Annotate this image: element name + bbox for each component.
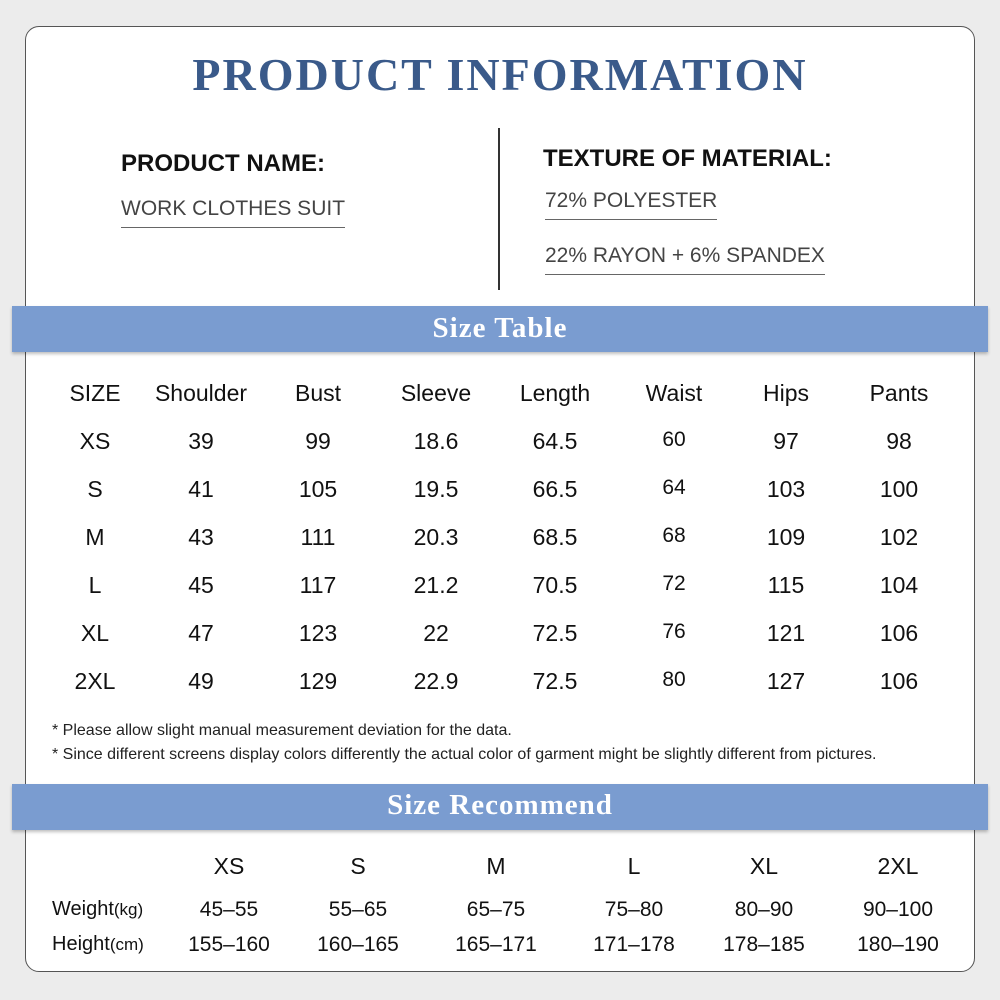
table-header: Bust <box>294 380 342 406</box>
recommend-height-cell: 160–165 <box>317 933 399 956</box>
table-header: Sleeve <box>400 380 472 406</box>
recommend-weight-cell: 75–80 <box>604 898 664 921</box>
table-cell: 64.5 <box>532 428 578 454</box>
recommend-height-cell: 180–190 <box>857 933 939 956</box>
table-cell: 80 <box>662 668 686 691</box>
table-cell: 98 <box>886 428 912 454</box>
table-header: Waist <box>645 380 703 406</box>
recommend-height-cell: 155–160 <box>188 933 270 956</box>
section-divider <box>498 128 500 290</box>
page-title: PRODUCT INFORMATION <box>192 49 808 100</box>
size-table-title: Size Table <box>432 312 568 344</box>
table-header: SIZE <box>69 380 121 406</box>
recommend-size-header: M <box>486 853 506 879</box>
recommend-weight-cell: 80–90 <box>734 898 794 921</box>
table-row-size: 2XL <box>74 668 116 694</box>
weight-label-text: Weight <box>52 898 114 920</box>
size-recommend-title: Size Recommend <box>387 789 613 821</box>
table-cell: 97 <box>773 428 799 454</box>
material-item: 22% RAYON + 6% SPANDEX <box>545 244 825 275</box>
recommend-height-cell: 171–178 <box>593 933 675 956</box>
height-label <box>52 933 144 956</box>
recommend-size-header: 2XL <box>877 853 919 879</box>
material-item: 72% POLYESTER <box>545 189 717 220</box>
table-cell: 49 <box>188 668 214 694</box>
table-cell: 60 <box>662 428 686 451</box>
table-cell: 64 <box>662 476 686 499</box>
table-cell: 18.6 <box>413 428 459 454</box>
table-cell: 68.5 <box>532 524 578 550</box>
table-cell: 129 <box>298 668 338 694</box>
table-header: Pants <box>869 380 929 406</box>
table-cell: 72.5 <box>532 620 578 646</box>
table-row-size: M <box>85 524 105 550</box>
height-unit: (cm) <box>109 935 144 954</box>
table-cell: 22 <box>423 620 449 646</box>
recommend-size-header: XS <box>213 853 245 879</box>
table-cell: 105 <box>298 476 338 502</box>
table-cell: 102 <box>879 524 919 550</box>
table-cell: 22.9 <box>413 668 459 694</box>
weight-label <box>52 898 143 921</box>
table-cell: 47 <box>188 620 214 646</box>
material-heading: TEXTURE OF MATERIAL: <box>543 145 832 172</box>
table-cell: 45 <box>188 572 214 598</box>
table-cell: 100 <box>879 476 919 502</box>
table-cell: 103 <box>766 476 806 502</box>
note-measurement: * Please allow slight manual measurement deviation for the data. <box>52 722 512 739</box>
table-cell: 20.3 <box>413 524 459 550</box>
table-row-size: XS <box>79 428 111 454</box>
recommend-size-header: S <box>350 853 366 879</box>
product-name-heading: PRODUCT NAME: <box>121 150 325 177</box>
weight-unit: (kg) <box>113 900 144 919</box>
table-cell: 127 <box>766 668 806 694</box>
recommend-size-header: XL <box>749 853 779 879</box>
table-cell: 43 <box>188 524 214 550</box>
table-header: Shoulder <box>154 380 248 406</box>
recommend-height-cell: 178–185 <box>723 933 805 956</box>
table-cell: 99 <box>305 428 331 454</box>
table-cell: 117 <box>299 572 337 598</box>
recommend-weight-cell: 45–55 <box>199 898 259 921</box>
table-header: Hips <box>762 380 809 406</box>
table-cell: 121 <box>766 620 806 646</box>
table-row-size: L <box>88 572 102 598</box>
recommend-weight-cell: 65–75 <box>466 898 526 921</box>
table-row-size: S <box>87 476 103 502</box>
table-cell: 68 <box>662 524 686 547</box>
table-cell: 21.2 <box>413 572 459 598</box>
table-cell: 123 <box>298 620 338 646</box>
table-cell: 41 <box>188 476 214 502</box>
recommend-height-cell: 165–171 <box>455 933 537 956</box>
table-cell: 72.5 <box>532 668 578 694</box>
recommend-weight-cell: 55–65 <box>328 898 388 921</box>
table-header: Length <box>519 380 591 406</box>
product-name-value: WORK CLOTHES SUIT <box>121 197 345 228</box>
recommend-weight-cell: 90–100 <box>862 898 934 921</box>
table-cell: 115 <box>767 572 805 598</box>
table-cell: 66.5 <box>532 476 578 502</box>
table-cell: 72 <box>662 572 686 595</box>
table-cell: 106 <box>879 668 919 694</box>
table-cell: 19.5 <box>413 476 459 502</box>
note-colors: * Since different screens display colors differently the actual color of garment might be slightly different from pictures. <box>52 746 877 763</box>
table-cell: 109 <box>766 524 806 550</box>
table-cell: 70.5 <box>532 572 578 598</box>
table-cell: 106 <box>879 620 919 646</box>
recommend-size-header: L <box>627 853 641 879</box>
table-cell: 39 <box>188 428 214 454</box>
table-cell: 104 <box>879 572 919 598</box>
table-cell: 76 <box>662 620 686 643</box>
height-label-text: Height <box>52 933 110 955</box>
table-cell: 111 <box>300 524 336 550</box>
table-row-size: XL <box>80 620 110 646</box>
